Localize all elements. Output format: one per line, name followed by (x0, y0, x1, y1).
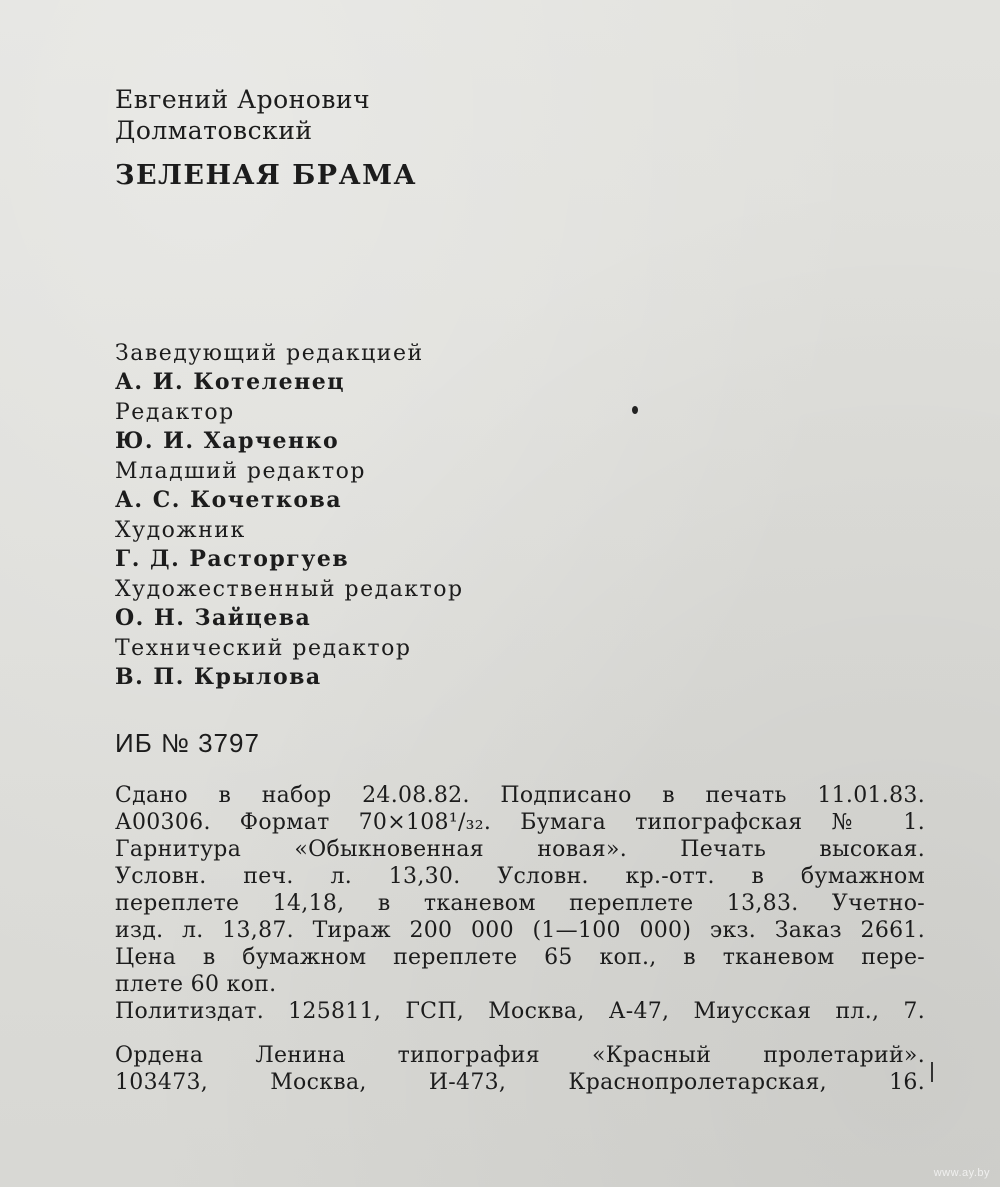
staff-role: Технический редактор (115, 636, 412, 661)
author-first-line: Евгений Аронович (115, 85, 371, 114)
imprint-line: А00306. Формат 70×108¹/₃₂. Бумага типографская № 1. (115, 810, 925, 835)
staff-entry (115, 635, 815, 691)
staff-role: Редактор (115, 400, 235, 425)
imprint-details (115, 782, 925, 998)
ib-number: ИБ № 3797 (115, 728, 260, 758)
author-surname: Долматовский (115, 116, 313, 145)
ink-speck (632, 406, 638, 414)
book-title: ЗЕЛЕНАЯ БРАМА (115, 160, 417, 191)
imprint-line: Сдано в набор 24.08.82. Подписано в печать 11.01.83. (115, 783, 925, 808)
staff-name: Ю. И. Харченко (115, 428, 340, 454)
imprint-line: Цена в бумажном переплете 65 коп., в тканевом пере- (115, 945, 925, 970)
staff-entry (115, 458, 815, 514)
author-name (115, 84, 370, 146)
site-watermark: www.ay.by (933, 1167, 990, 1179)
staff-name: А. И. Котеленец (115, 369, 346, 395)
staff-name: Г. Д. Расторгуев (115, 546, 350, 572)
staff-role: Художник (115, 518, 246, 543)
staff-entry (115, 399, 815, 455)
imprint-line: изд. л. 13,87. Тираж 200 000 (1—100 000) экз. Заказ 2661. (115, 918, 925, 943)
staff-role: Заведующий редакцией (115, 341, 424, 366)
printer-line: 103473, Москва, И-473, Краснопролетарская, 16. (115, 1070, 925, 1095)
imprint-line: плете 60 коп. (115, 972, 277, 997)
publisher-line: Политиздат. 125811, ГСП, Москва, А-47, Миусская пл., 7. (115, 999, 925, 1024)
printer-line: Ордена Ленина типография «Красный пролетарий». (115, 1043, 925, 1068)
imprint-line: Условн. печ. л. 13,30. Условн. кр.-отт. в бумажном (115, 864, 925, 889)
publisher-address (115, 998, 925, 1025)
staff-name: О. Н. Зайцева (115, 605, 312, 631)
ink-mark (931, 1062, 933, 1082)
staff-role: Младший редактор (115, 459, 366, 484)
staff-entry (115, 576, 815, 632)
staff-role: Художественный редактор (115, 577, 464, 602)
staff-name: А. С. Кочеткова (115, 487, 343, 513)
imprint-line: Гарнитура «Обыкновенная новая». Печать высокая. (115, 837, 925, 862)
imprint-line: переплете 14,18, в тканевом переплете 13,83. Учетно- (115, 891, 925, 916)
editorial-staff-list (115, 340, 815, 694)
printer-address (115, 1042, 925, 1096)
staff-entry (115, 340, 815, 396)
staff-name: В. П. Крылова (115, 664, 322, 690)
staff-entry (115, 517, 815, 573)
